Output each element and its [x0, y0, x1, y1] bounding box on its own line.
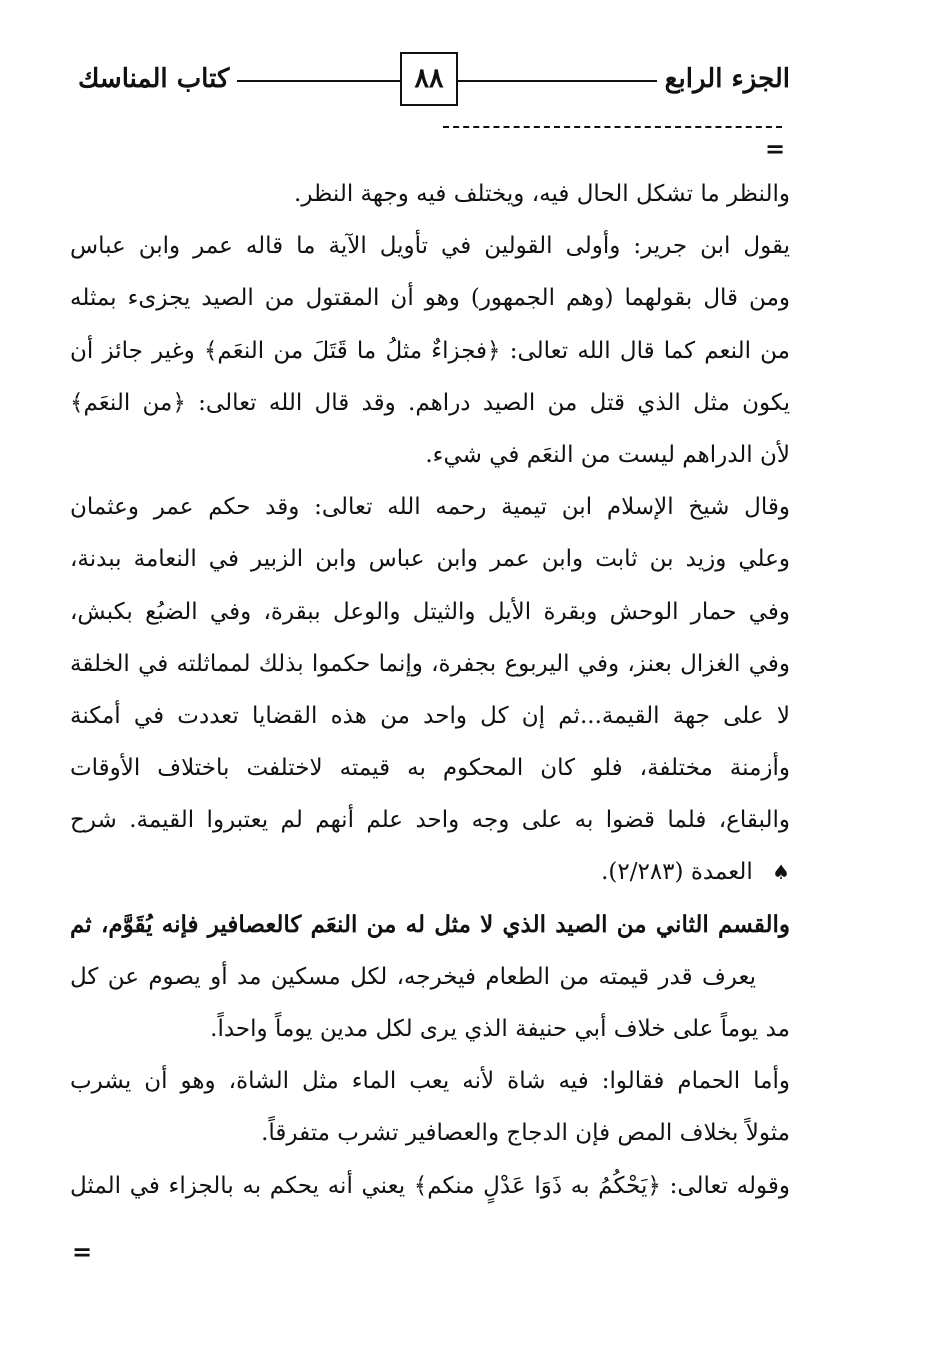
text-line-4: من النعم كما قال الله تعالى: ﴿فجزاءٌ مثلُ ما قَتَلَ من النعَم﴾ وغير جائز أن — [70, 337, 790, 364]
text-line-9: وفي حمار الوحش وبقرة الأيل والثيتل والوعل ببقرة، وفي الضبُع بكبش، — [70, 598, 790, 625]
top-equals-mark: = — [765, 134, 786, 163]
text-line-11: لا على جهة القيمة...ثم إن كل واحد من هذه القضايا تعددت في أمكنة — [70, 702, 790, 729]
citation-bullet-icon: ♠ — [772, 860, 790, 885]
text-line-3: ومن قال بقولهما (وهم الجمهور) وهو أن المقتول من الصيد يجزىء بمثله — [70, 285, 790, 312]
header-part: الجزء الرابع — [657, 62, 790, 96]
text-line-1: والنظر ما تشكل الحال فيه، ويختلف فيه وجهة النظر. — [294, 181, 790, 207]
page-number-box: ٨٨ — [400, 52, 458, 106]
section-heading-line: والقسم الثاني من الصيد الذي لا مثل له من النعَم كالعصافير فإنه يُقَوَّم، ثم — [70, 910, 790, 938]
text-line-8: وعلي وزيد بن ثابت وابن عمر وابن عباس وابن الزبير في النعامة ببدنة، — [70, 546, 790, 573]
bottom-equals-mark: = — [72, 1237, 93, 1266]
text-line-17: مد يوماً على خلاف أبي حنيفة الذي يرى لكل مدين يوماً واحداً. — [210, 1016, 790, 1042]
text-line-6: لأن الدراهم ليست من النعَم في شيء. — [425, 441, 790, 468]
text-line-10: وفي الغزال بعنز، وفي اليربوع بجفرة، وإنما حكموا بذلك لمماثلته في الخلقة — [70, 650, 790, 677]
dashed-divider — [443, 126, 782, 128]
text-line-2: يقول ابن جرير: وأولى القولين في تأويل الآية ما قاله عمر وابن عباس — [70, 233, 790, 260]
text-line-20: وقوله تعالى: ﴿يَحْكُمُ به ذَوَا عَدْلٍ منكم﴾ يعني أنه يحكم به بالجزاء في المثل — [70, 1172, 790, 1199]
citation-text: العمدة (٢/٢٨٣). — [601, 859, 753, 886]
main-text — [70, 168, 790, 1212]
text-line-19: مثولاً بخلاف المص فإن الدجاج والعصافير تشرب متفرقاً. — [261, 1120, 790, 1147]
header-book-title: كتاب المناسك — [78, 62, 237, 96]
text-line-13: والبقاع، فلما قضوا به على وجه واحد علم أنهم لم يعتبروا القيمة. شرح — [70, 807, 790, 834]
text-line-12: وأزمنة مختلفة، فلو كان المحكوم به قيمته لاختلفت باختلاف الأوقات — [70, 755, 790, 782]
text-line-18: وأما الحمام فقالوا: فيه شاة لأنه يعب الماء مثل الشاة، وهو أن يشرب — [70, 1068, 790, 1095]
citation-line — [70, 846, 790, 898]
text-line-16: يعرف قدر قيمته من الطعام فيخرجه، لكل مسكين مد أو يصوم عن كل — [70, 963, 756, 990]
page-header — [78, 52, 790, 112]
text-line-7: وقال شيخ الإسلام ابن تيمية رحمه الله تعالى: وقد حكم عمر وعثمان — [70, 494, 790, 521]
text-line-5: يكون مثل الذي قتل من الصيد دراهم. وقد قال الله تعالى: ﴿من النعَم﴾ — [70, 389, 790, 416]
